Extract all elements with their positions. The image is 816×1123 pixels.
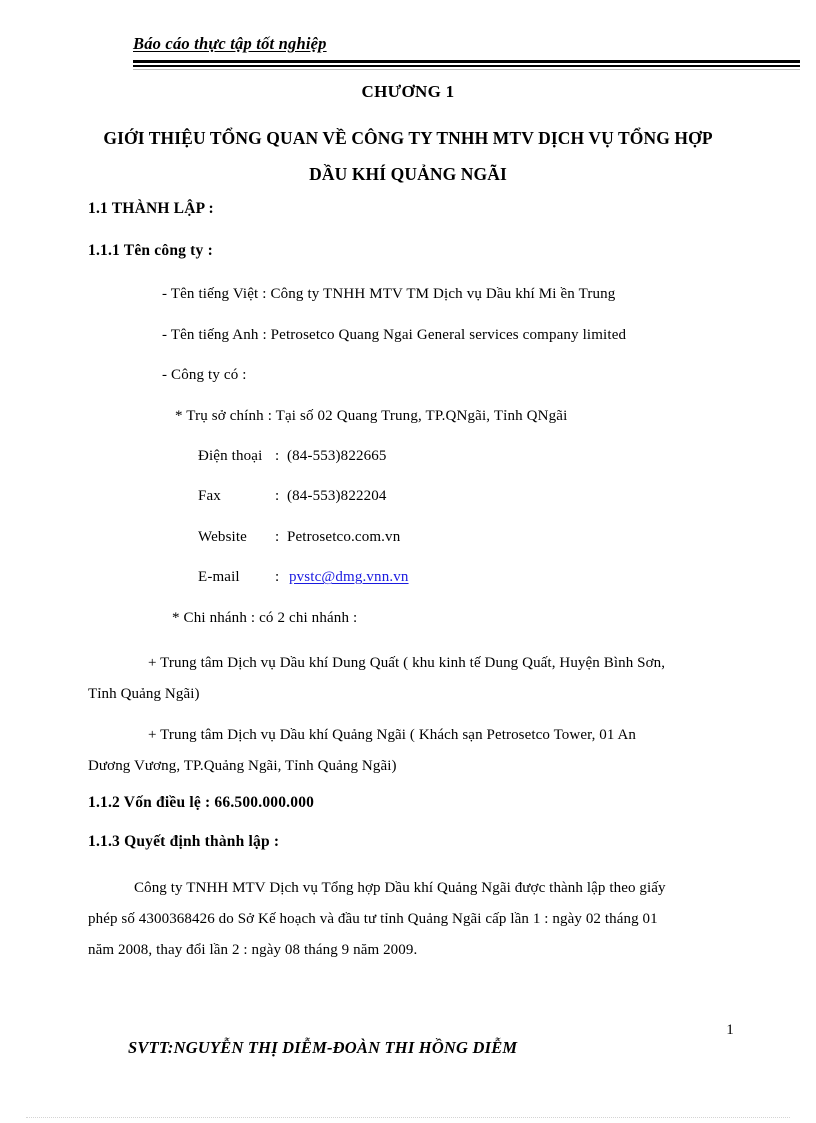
- document-title: [85, 120, 731, 192]
- branch-2-paragraph: [88, 720, 778, 782]
- decision-line-2: phép số 4300368426 do Sở Kế hoạch và đầu tư tỉnh Quảng Ngãi cấp lần 1 : ngày 02 tháng 01: [88, 911, 658, 927]
- contact-value-website: Petrosetco.com.vn: [287, 529, 401, 545]
- page-number: 1: [726, 1022, 734, 1038]
- heading-1-1: 1.1 THÀNH LẬP :: [88, 200, 214, 217]
- contact-label-phone: Điện thoại: [198, 448, 263, 464]
- email-link[interactable]: pvstc@dmg.vnn.vn: [289, 569, 409, 585]
- heading-1-1-1: 1.1.1 Tên công ty :: [88, 242, 213, 259]
- branch-1-line-2: Tỉnh Quảng Ngãi): [88, 686, 200, 702]
- header-rule-thin: [133, 65, 800, 67]
- contact-value-phone: (84-553)822665: [287, 448, 387, 464]
- contact-separator-website: :: [275, 529, 280, 545]
- contact-separator-email: :: [275, 569, 280, 585]
- company-name-vietnamese: - Tên tiếng Việt : Công ty TNHH MTV TM Dịch vụ Dầu khí Mi ền Trung: [162, 286, 616, 302]
- document-title-line-2: DẦU KHÍ QUẢNG NGÃI: [309, 164, 507, 184]
- branch-1-line-1: + Trung tâm Dịch vụ Dầu khí Dung Quất ( khu kinh tế Dung Quất, Huyện Bình Sơn,: [148, 655, 666, 671]
- contact-label-fax: Fax: [198, 488, 221, 504]
- heading-1-1-2: 1.1.2 Vốn điều lệ : 66.500.000.000: [88, 794, 315, 811]
- company-name-english: - Tên tiếng Anh : Petrosetco Quang Ngai General services company limited: [162, 327, 627, 343]
- contact-value-fax: (84-553)822204: [287, 488, 387, 504]
- contact-separator-phone: :: [275, 448, 280, 464]
- decision-line-3: năm 2008, thay đổi lần 2 : ngày 08 tháng 9 năm 2009.: [88, 942, 418, 958]
- contact-separator-fax: :: [275, 488, 280, 504]
- page-boundary-line: [26, 1117, 790, 1118]
- document-title-line-1: GIỚI THIỆU TỔNG QUAN VỀ CÔNG TY TNHH MTV DỊCH VỤ TỔNG HỢP: [103, 128, 713, 148]
- establishment-decision-paragraph: [88, 873, 778, 966]
- branch-2-line-2: Dương Vương, TP.Quảng Ngãi, Tỉnh Quảng Ngãi): [88, 758, 397, 774]
- heading-1-1-3: 1.1.3 Quyết định thành lập :: [88, 833, 280, 850]
- decision-line-1: Công ty TNHH MTV Dịch vụ Tổng hợp Dầu khí Quảng Ngãi được thành lập theo giấy: [134, 880, 666, 896]
- company-has-label: - Công ty có :: [162, 367, 247, 383]
- contact-label-website: Website: [198, 529, 247, 545]
- branches-label: * Chi nhánh : có 2 chi nhánh :: [172, 610, 358, 626]
- chapter-heading: CHƯƠNG 1: [361, 82, 455, 101]
- branch-1-paragraph: [88, 648, 778, 710]
- head-office-address: * Trụ sở chính : Tại số 02 Quang Trung, TP.QNgãi, Tỉnh QNgãi: [175, 408, 568, 424]
- footer-author: SVTT:NGUYỄN THỊ DIỄM-ĐOÀN THI HỒNG DIỄM: [128, 1038, 518, 1057]
- contact-label-email: E-mail: [198, 569, 240, 585]
- branch-2-line-1: + Trung tâm Dịch vụ Dầu khí Quảng Ngãi ( Khách sạn Petrosetco Tower, 01 An: [148, 727, 637, 743]
- header-rule-faint: [133, 69, 800, 70]
- running-header-title: Báo cáo thực tập tốt nghiệp: [133, 34, 327, 53]
- header-rule-thick: [133, 60, 800, 63]
